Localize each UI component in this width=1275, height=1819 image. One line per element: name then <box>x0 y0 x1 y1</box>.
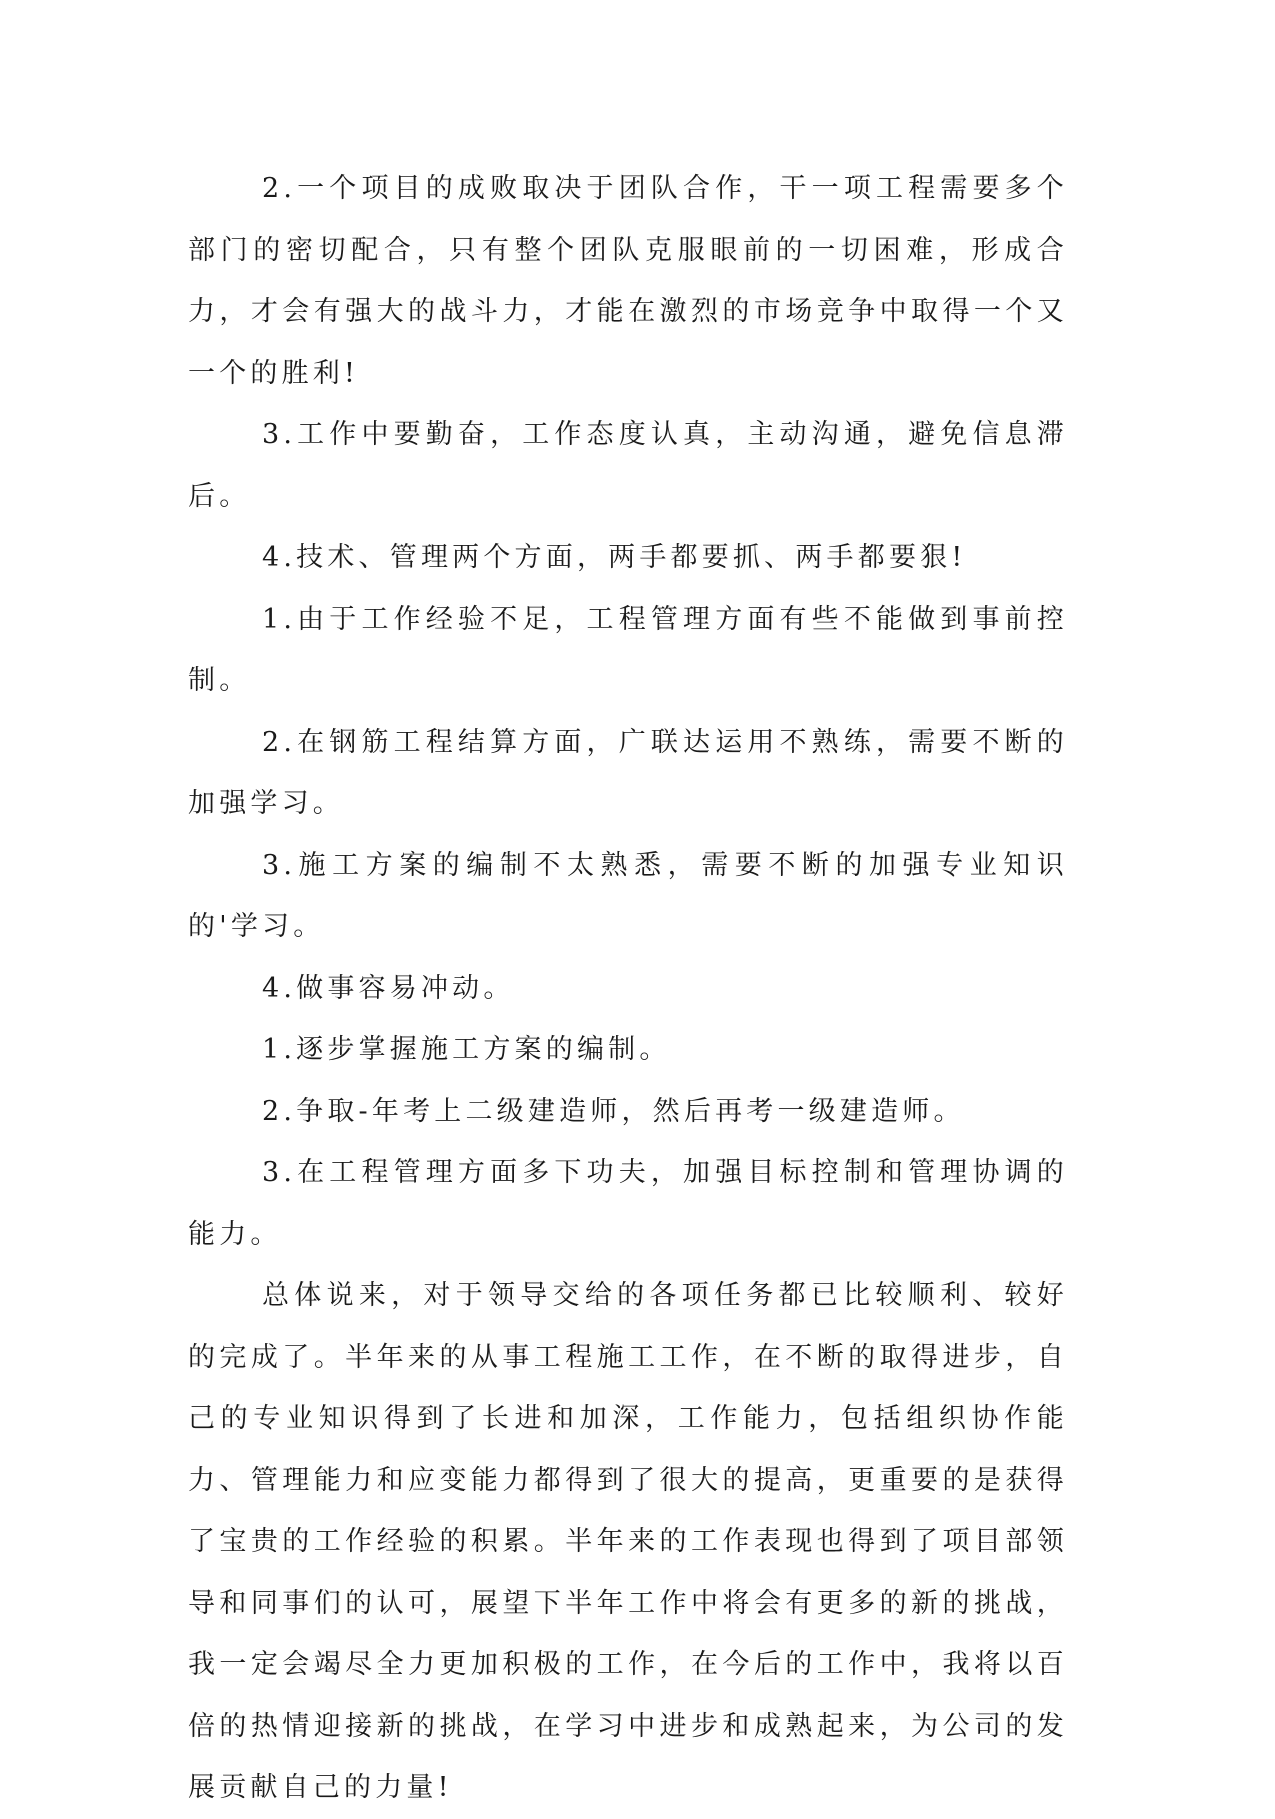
paragraph-experience-shortage: 1.由于工作经验不足，工程管理方面有些不能做到事前控制。 <box>188 603 1068 696</box>
paragraph-rebar-settlement: 2.在钢筋工程结算方面，广联达运用不熟练，需要不断的加强学习。 <box>188 726 1068 819</box>
paragraph-construction-plan: 3.施工方案的编制不太熟悉，需要不断的加强专业知识的'学习。 <box>188 849 1068 942</box>
paragraph-management-effort: 3.在工程管理方面多下功夫，加强目标控制和管理协调的能力。 <box>188 1157 1068 1250</box>
paragraph-summary: 总体说来，对于领导交给的各项任务都已比较顺利、较好的完成了。半年来的从事工程施工工作，在不断的取得进步，自己的专业知识得到了长进和加深，工作能力，包括组织协作能力、管理能力和应变能力都得到了很大的提高，更重要的是获得了宝贵的工作经验的积累。半年来的工作表现也得到了项目部领导和同事们的认可，展望下半年工作中将会有更多的新的挑战，我一定会竭尽全力更加积极的工作，在今后的工作中，我将以百倍的热情迎接新的挑战，在学习中进步和成熟起来，为公司的发展贡献自己的力量! <box>188 1280 1068 1803</box>
paragraph-team-cooperation: 2.一个项目的成败取决于团队合作，干一项工程需要多个部门的密切配合，只有整个团队克服眼前的一切困难，形成合力，才会有强大的战斗力，才能在激烈的市场竞争中取得一个又一个的胜利! <box>188 173 1068 389</box>
paragraph-constructor-exam: 2.争取-年考上二级建造师，然后再考一级建造师。 <box>262 1095 965 1127</box>
paragraph-diligence: 3.工作中要勤奋，工作态度认真，主动沟通，避免信息滞后。 <box>188 419 1068 512</box>
paragraph-tech-management: 4.技术、管理两个方面，两手都要抓、两手都要狠! <box>262 542 967 573</box>
paragraph-impulsive: 4.做事容易冲动。 <box>262 972 515 1004</box>
paragraph-plan-mastery: 1.逐步掌握施工方案的编制。 <box>262 1034 671 1065</box>
document-body <box>188 158 1068 1819</box>
